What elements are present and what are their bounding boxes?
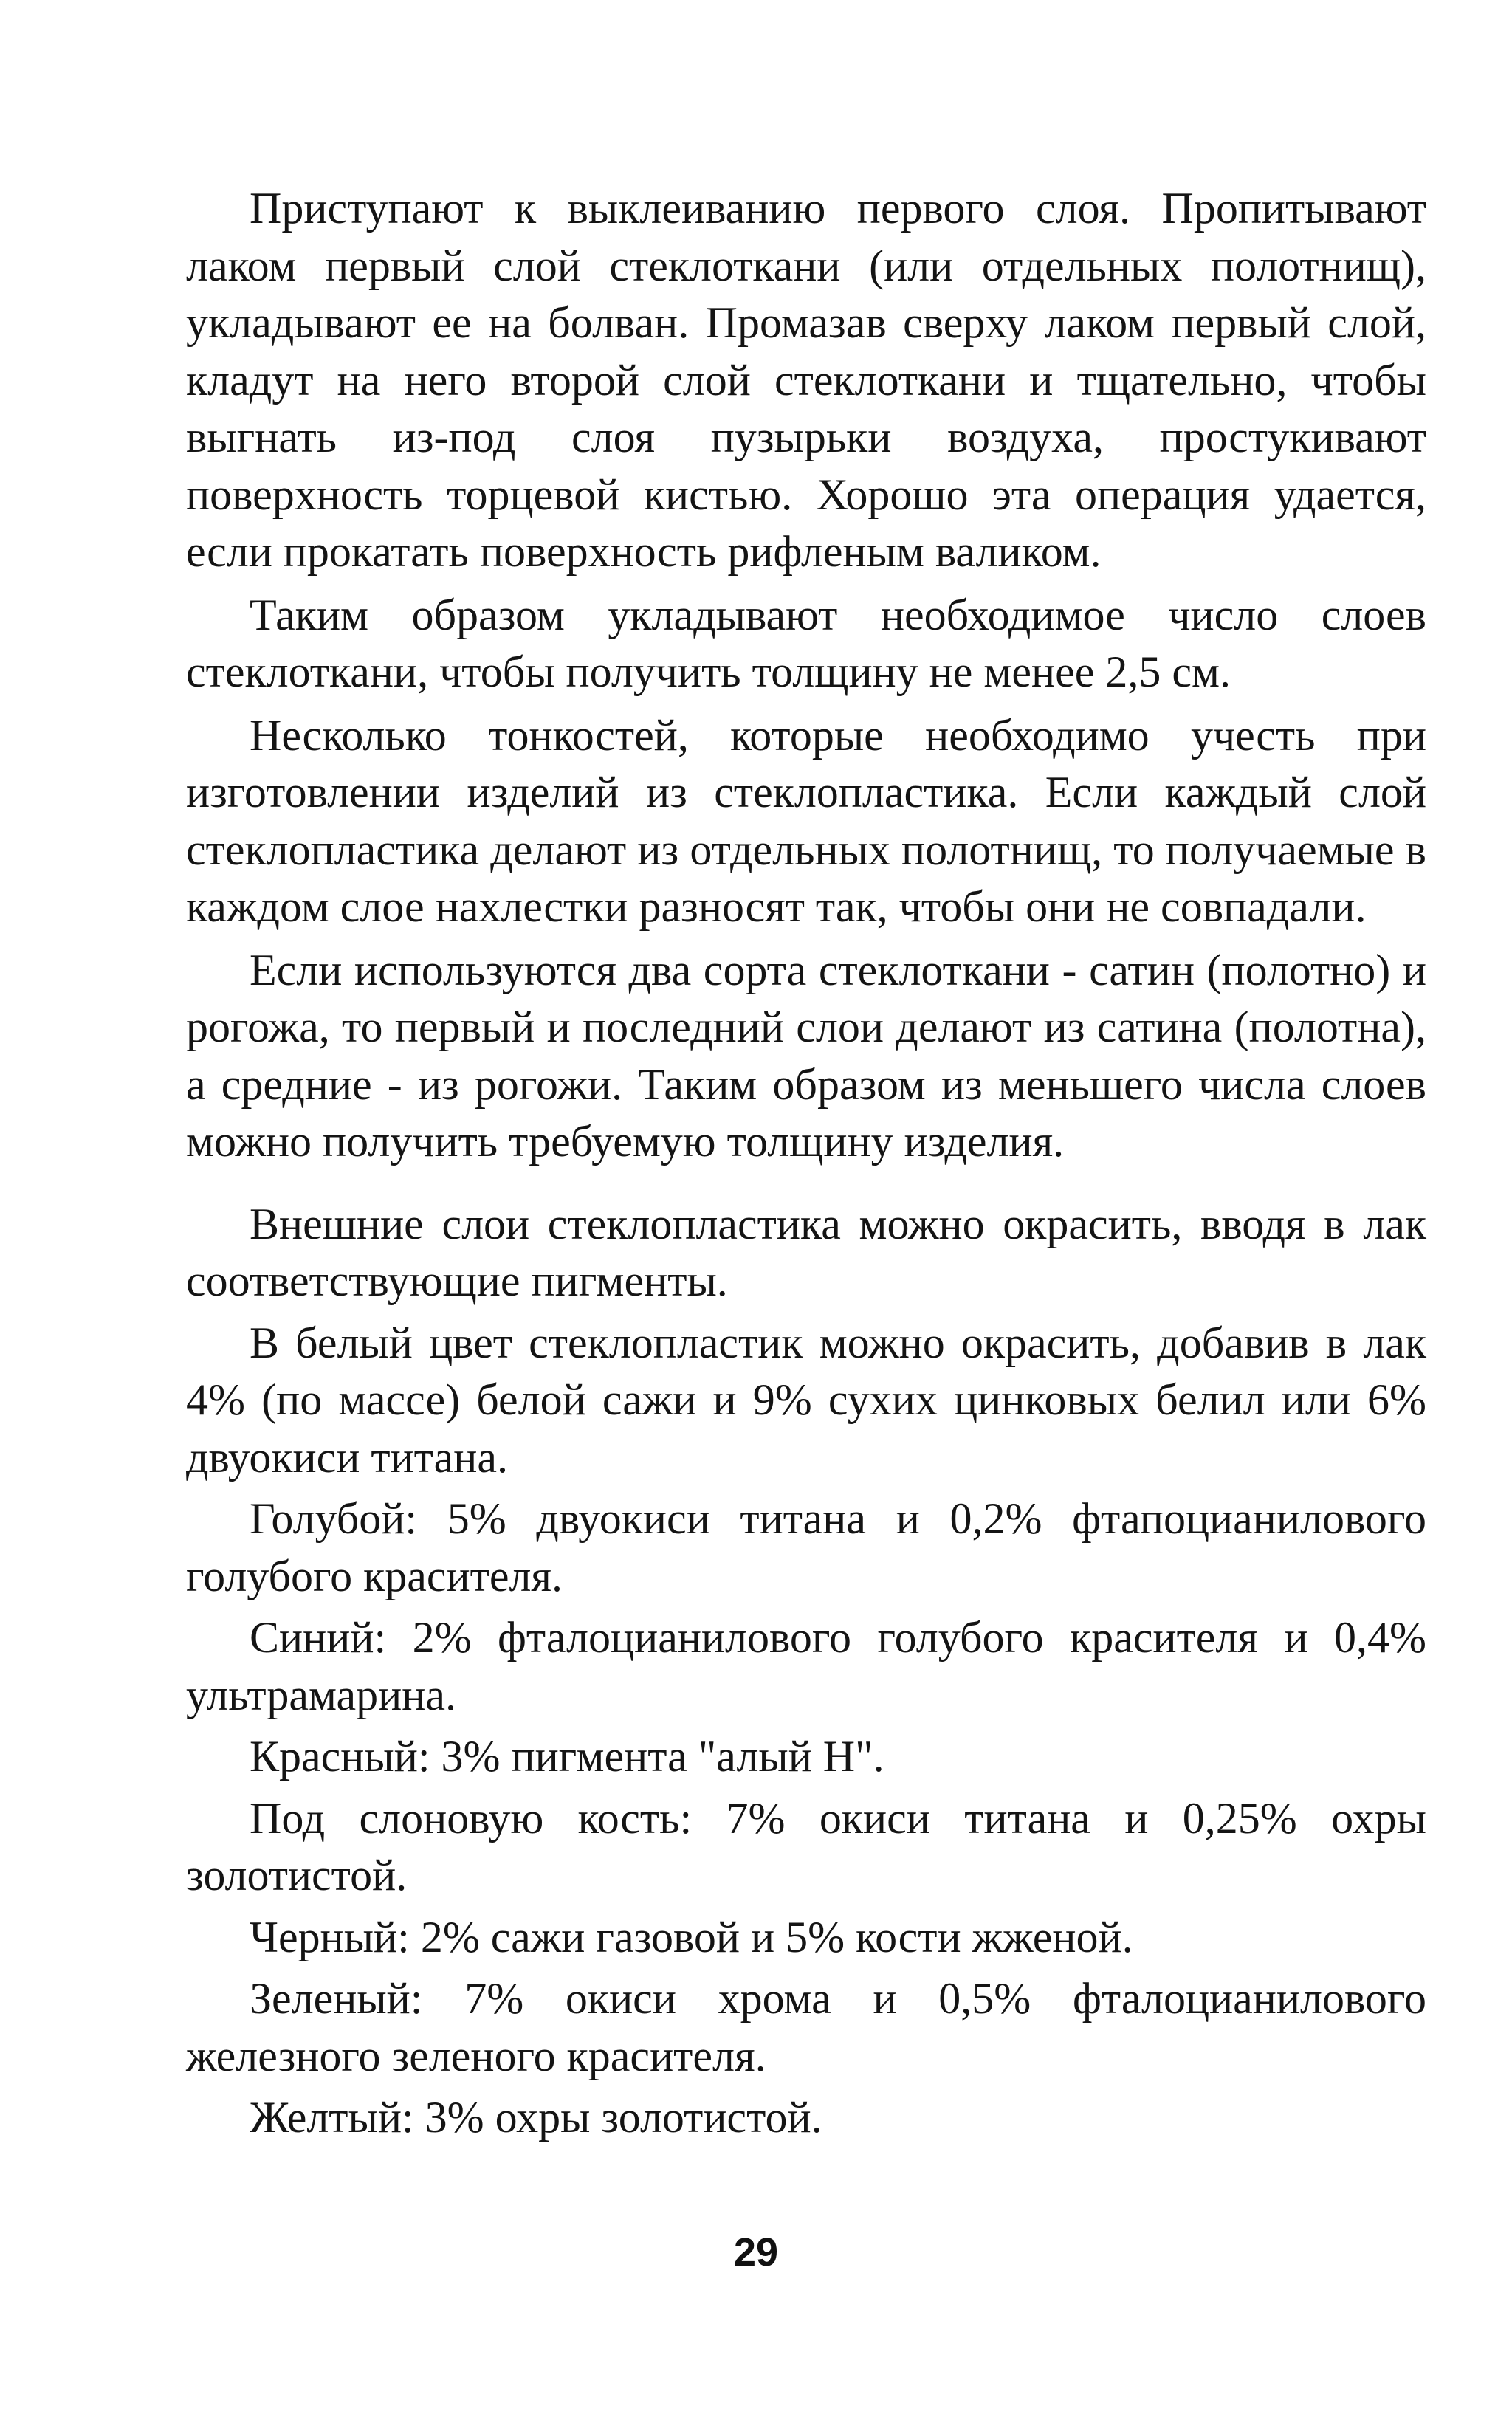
paragraph-layer-count: Таким образом укладывают необходимое число слоев стеклоткани, чтобы получить толщину не менее 2,5 см.	[186, 590, 1426, 696]
page-body	[186, 180, 1426, 2147]
color-black: Черный: 2% сажи газовой и 5% кости жженой.	[250, 1912, 1133, 1961]
color-green: Зеленый: 7% окиси хрома и 0,5% фталоцианилового железного зеленого красителя.	[186, 1974, 1426, 2080]
color-red: Красный: 3% пигмента "алый Н".	[250, 1732, 884, 1781]
paragraph-fabric-types: Если используются два сорта стеклоткани - сатин (полотно) и рогожа, то первый и последний слои делают из сатина (полотна), а средние - из рогожи. Таким образом из меньшего числа слоев можно получить требуемую толщину изделия.	[186, 945, 1426, 1166]
color-blue: Синий: 2% фталоцианилового голубого красителя и 0,4% ультрамарина.	[186, 1613, 1426, 1719]
paragraph-coloring-intro: Внешние слои стеклопластика можно окрасить, вводя в лак соответствующие пигменты.	[186, 1199, 1426, 1305]
paragraph-first-layer: Приступают к выклеиванию первого слоя. Пропитывают лаком первый слой стеклоткани (или отдельных полотнищ), укладывают ее на болван. Промазав сверху лаком первый слой, кладут на него второй слой стеклоткани и тщательно, чтобы выгнать из-под слоя пузырьки воздуха, простукивают поверхность торцевой кистью. Хорошо эта операция удается, если прокатать поверхность рифленым валиком.	[186, 184, 1426, 576]
color-ivory: Под слоновую кость: 7% окиси титана и 0,25% охры золотистой.	[186, 1793, 1426, 1899]
color-yellow: Желтый: 3% охры золотистой.	[250, 2093, 822, 2142]
color-white: В белый цвет стеклопластик можно окрасить, добавив в лак 4% (по массе) белой сажи и 9% сухих цинковых белил или 6% двуокиси титана.	[186, 1318, 1426, 1482]
color-light-blue: Голубой: 5% двуокиси титана и 0,2% фтапоцианилового голубого красителя.	[186, 1494, 1426, 1600]
paragraph-nuances: Несколько тонкостей, которые необходимо учесть при изготовлении изделий из стеклопластика. Если каждый слой стеклопластика делают из отдельных полотнищ, то получаемые в каждом слое нахлестки разносят так, чтобы они не совпадали.	[186, 710, 1426, 931]
page-number: 29	[733, 2230, 779, 2274]
